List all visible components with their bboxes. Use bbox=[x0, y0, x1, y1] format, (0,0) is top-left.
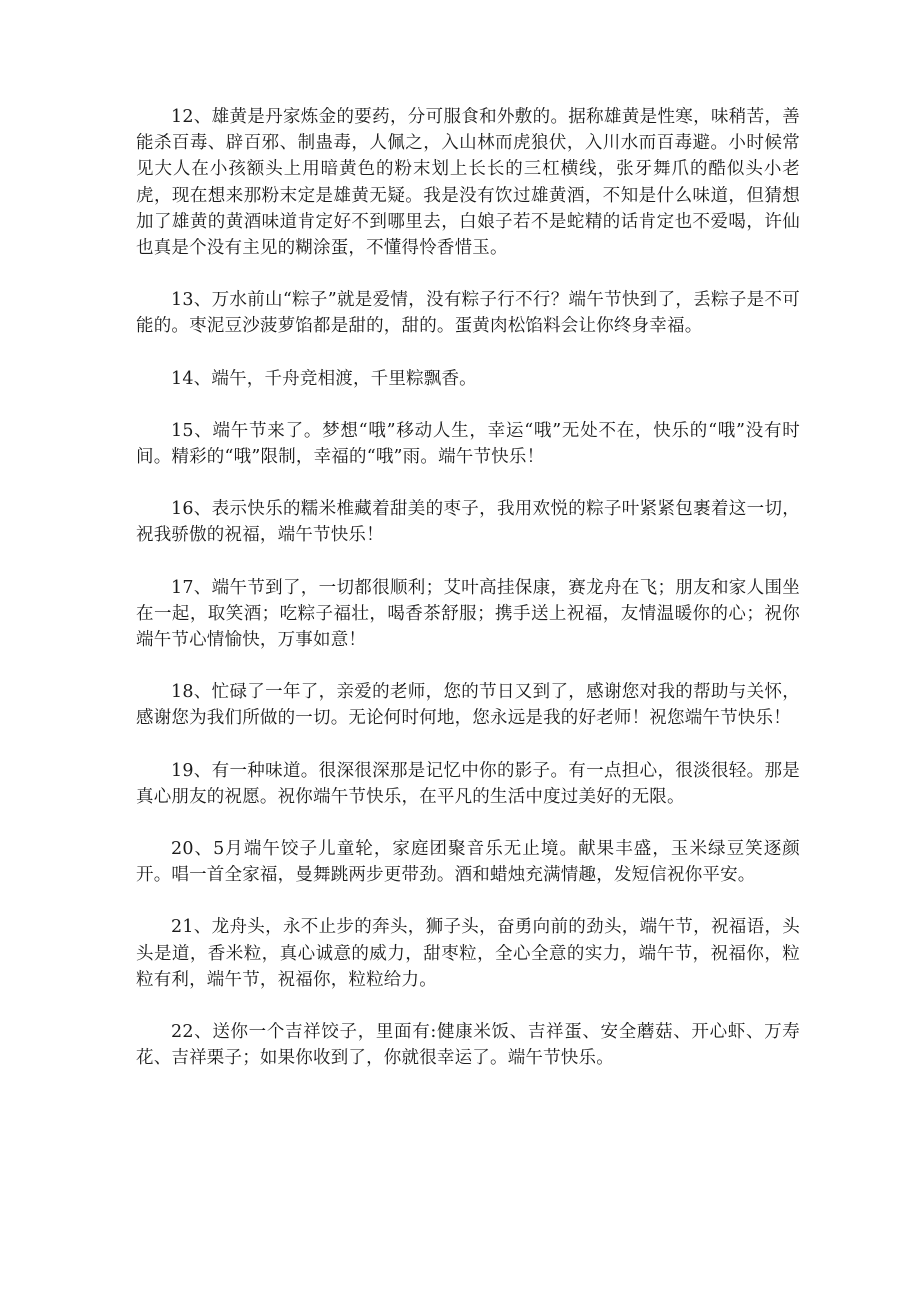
paragraph-13: 13、万水前山“粽子”就是爱情，没有粽子行不行？端午节快到了，丢粽子是不可能的。枣泥豆沙菠萝馅都是甜的，甜的。蛋黄肉松馅料会让你终身幸福。 bbox=[136, 290, 800, 337]
paragraph-16: 16、表示快乐的糯米椎藏着甜美的枣子，我用欢悦的粽子叶紧紧包裹着这一切，祝我骄傲的祝福，端午节快乐！ bbox=[136, 499, 800, 546]
paragraph-15: 15、端午节来了。梦想“哦”移动人生，幸运“哦”无处不在，快乐的“哦”没有时间。精彩的“哦”限制，幸福的“哦”雨。端午节快乐！ bbox=[136, 420, 800, 468]
document-body bbox=[136, 104, 800, 1097]
paragraph-19: 19、有一种味道。很深很深那是记忆中你的影子。有一点担心，很淡很轻。那是真心朋友的祝愿。祝你端午节快乐，在平凡的生活中度过美好的无限。 bbox=[136, 760, 800, 807]
paragraph-18: 18、忙碌了一年了，亲爱的老师，您的节日又到了，感谢您对我的帮助与关怀，感谢您为我们所做的一切。无论何时何地，您永远是我的好老师！祝您端午节快乐！ bbox=[136, 682, 800, 729]
paragraph-21: 21、龙舟头，永不止步的奔头，狮子头，奋勇向前的劲头，端午节，祝福语，头头是道，香米粒，真心诚意的威力，甜枣粒，全心全意的实力，端午节，祝福你，粒粒有利，端午节，祝福你，粒粒给力。 bbox=[136, 917, 800, 990]
paragraph-14: 14、端午，千舟竞相渡，千里粽飘香。 bbox=[171, 368, 477, 389]
paragraph-20: 20、5月端午饺子儿童轮，家庭团聚音乐无止境。献果丰盛，玉米绿豆笑逐颜开。唱一首全家福，曼舞跳两步更带劲。酒和蜡烛充满情趣，发短信祝你平安。 bbox=[136, 839, 800, 886]
paragraph-22: 22、送你一个吉祥饺子，里面有:健康米饭、吉祥蛋、安全蘑菇、开心虾、万寿花、吉祥栗子；如果你收到了，你就很幸运了。端午节快乐。 bbox=[136, 1022, 800, 1069]
paragraph-17: 17、端午节到了，一切都很顺利；艾叶高挂保康，赛龙舟在飞；朋友和家人围坐在一起，取笑酒；吃粽子福壮，喝香茶舒服；携手送上祝福，友情温暖你的心；祝你端午节心情愉快，万事如意！ bbox=[136, 577, 800, 651]
paragraph-12: 12、雄黄是丹家炼金的要药，分可服食和外敷的。据称雄黄是性寒，味稍苦，善能杀百毒、辟百邪、制蛊毒，人佩之，入山林而虎狼伏，入川水而百毒避。小时候常见大人在小孩额头上用暗黄色的粉末划上长长的三杠横线，张牙舞爪的酷似头小老虎，现在想来那粉末定是雄黄无疑。我是没有饮过雄黄酒，不知是什么味道，但猜想加了雄黄的黄酒味道肯定好不到哪里去，白娘子若不是蛇精的话肯定也不爱喝，许仙也真是个没有主见的糊涂蛋，不懂得怜香惜玉。 bbox=[136, 107, 800, 259]
